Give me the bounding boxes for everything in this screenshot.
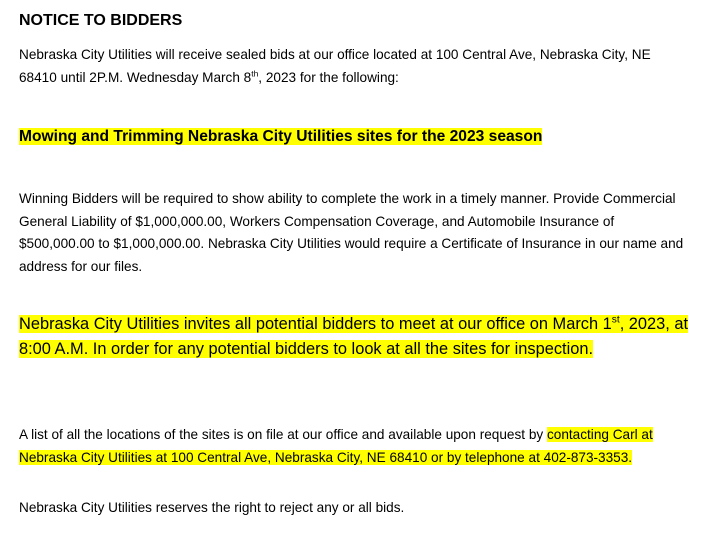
locations-text: A list of all the locations of the sites is on file at our office and available upon request by xyxy=(19,427,547,442)
locations-paragraph xyxy=(19,424,694,469)
intro-paragraph xyxy=(19,44,689,89)
meeting-highlight xyxy=(19,315,688,358)
intro-text-part1: Nebraska City Utilities will receive sealed bids at our office located at 100 Central Ave, Nebraska City, NE 68410 until 2P.M. Wednesday March 8 xyxy=(19,47,651,85)
meeting-text-part2: , 2023, at 8:00 A.M. In order for any potential bidders to look at all the sites for inspection. xyxy=(19,315,689,358)
contact-highlight: contacting Carl at Nebraska City Utilities at 100 Central Ave, Nebraska City, NE 68410 or by telephone at 402-873-3353. xyxy=(19,427,653,465)
requirements-paragraph: Winning Bidders will be required to show ability to complete the work in a timely manner. Provide Commercial General Liability of $1,000,000.00, Workers Compensation Coverage, and Automobile Insurance of $500,000.00 to $1,000,000.00. Nebraska City Utilities would require a Certificate of Insurance in our name and address for our files. xyxy=(19,191,684,274)
reservation-paragraph: Nebraska City Utilities reserves the right to reject any or all bids. xyxy=(19,500,405,515)
intro-text-part2: , 2023 for the following: xyxy=(258,69,399,85)
notice-title: NOTICE TO BIDDERS xyxy=(19,12,183,29)
project-title-highlight: Mowing and Trimming Nebraska City Utilities sites for the 2023 season xyxy=(19,128,543,145)
meeting-date-suffix: st xyxy=(611,314,620,326)
project-title xyxy=(19,126,542,148)
intro-date-suffix: th xyxy=(251,67,259,78)
meeting-paragraph xyxy=(19,312,691,361)
meeting-text-part1: Nebraska City Utilities invites all potential bidders to meet at our office on March 1 xyxy=(19,315,612,333)
